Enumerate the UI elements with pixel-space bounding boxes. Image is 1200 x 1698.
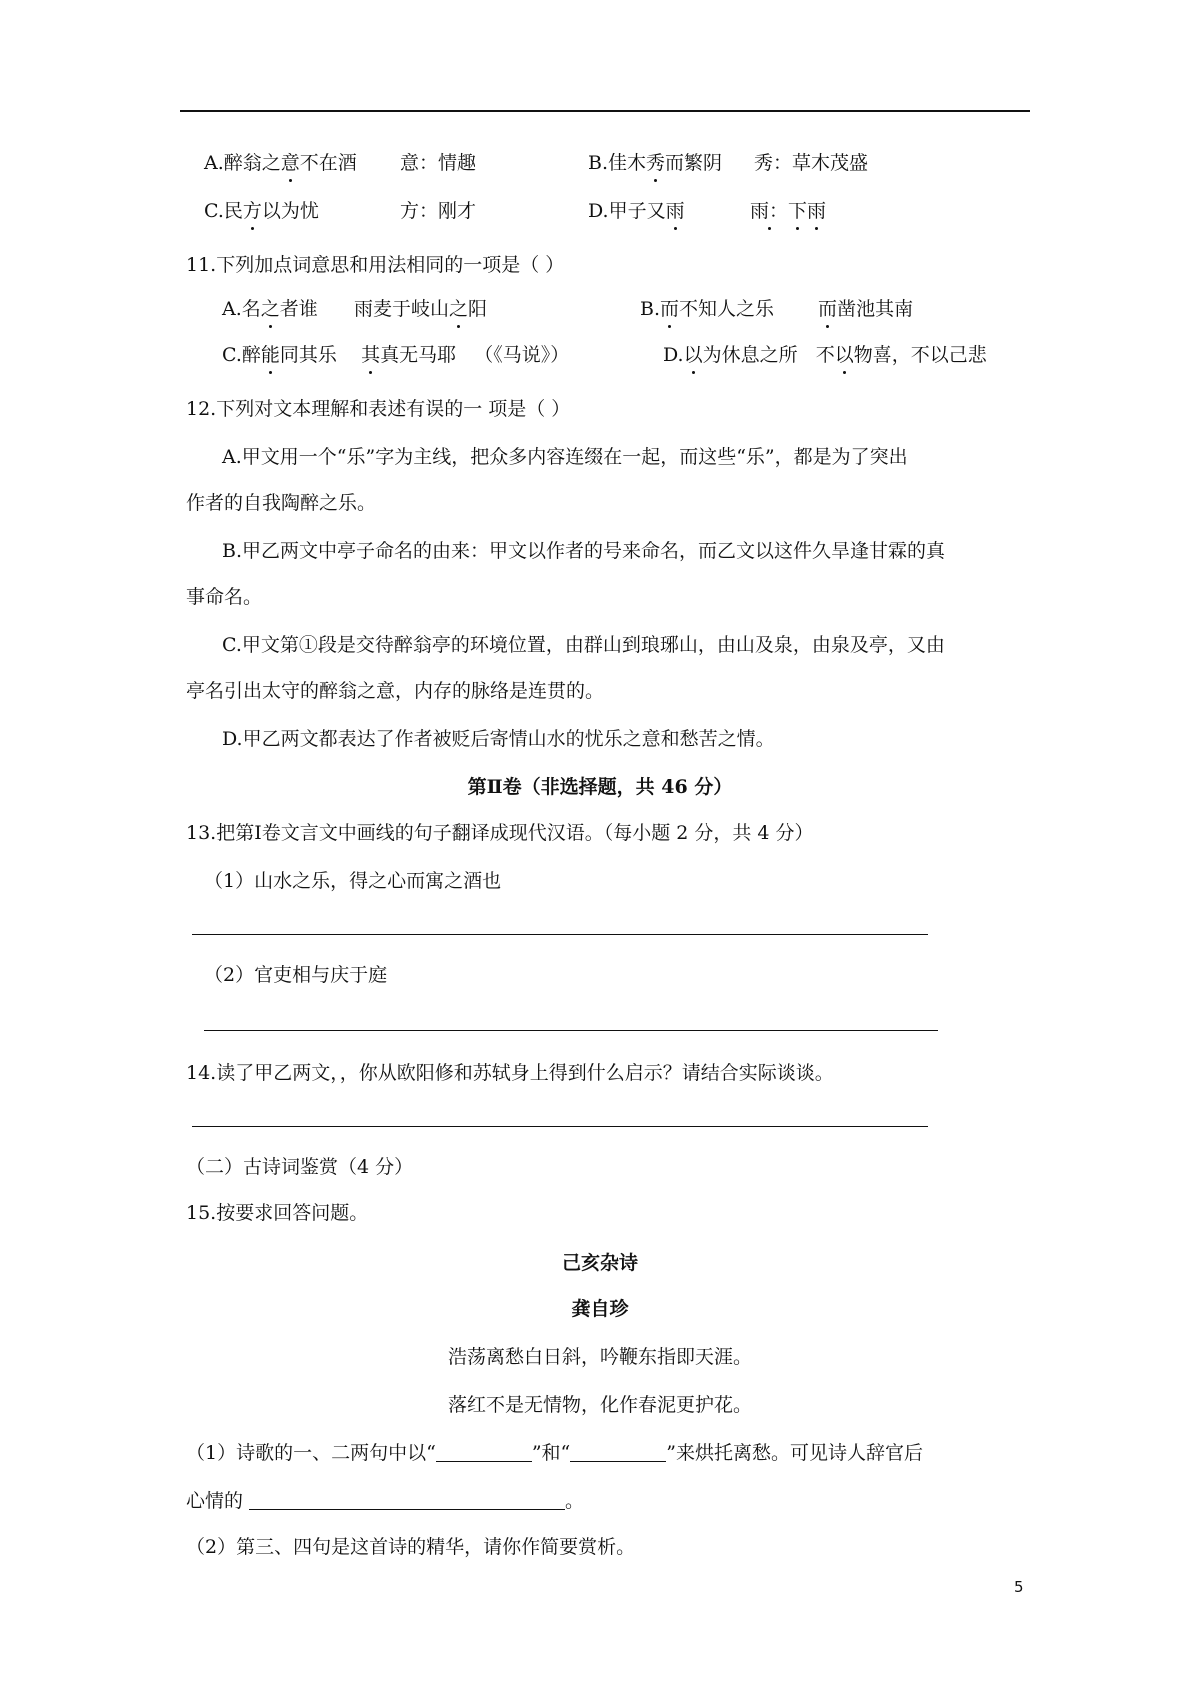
q15-sub2: （2）第三、四句是这首诗的精华，请你作简要赏析。 <box>186 1536 636 1558</box>
header-rule <box>180 110 1030 112</box>
q11-option-a: A.名之者谁 雨麦于岐山之阳 <box>222 298 488 320</box>
q15-blank-2[interactable] <box>570 1441 666 1462</box>
q10-option-a-answer: 意：情趣 <box>400 152 477 174</box>
q15-stem: 15.按要求回答问题。 <box>186 1202 369 1224</box>
q12-option-a-line2: 作者的自我陶醉之乐。 <box>186 492 377 514</box>
q14-answer-line[interactable] <box>192 1126 928 1127</box>
q15-sub1-line1: （1）诗歌的一、二两句中以“ ”和“ ”来烘托离愁。可见诗人辞官后 <box>186 1442 923 1464</box>
q12-option-b-line1: B.甲乙两文中亭子命名的由来：甲文以作者的号来命名，而乙文以这件久旱逢甘霖的真 <box>222 540 946 562</box>
q13-answer-line-1[interactable] <box>192 934 928 935</box>
poem-line-1: 浩荡离愁白日斜，吟鞭东指即天涯。 <box>447 1346 752 1368</box>
q10-option-b-answer: 秀：草木茂盛 <box>754 152 869 174</box>
q11-option-b: B.而不知人之乐 而凿池其南 <box>640 298 914 320</box>
q12-option-d: D.甲乙两文都表达了作者被贬后寄情山水的忧乐之意和愁苦之情。 <box>222 728 775 750</box>
poem-author: 龚自珍 <box>571 1298 629 1320</box>
q12-option-c-line2: 亭名引出太守的醉翁之意，内存的脉络是连贯的。 <box>186 680 605 702</box>
q11-option-c: C.醉能同其乐 其真无马耶 （《马说》） <box>222 344 570 366</box>
q12-option-c-line1: C.甲文第①段是交待醉翁亭的环境位置，由群山到琅琊山，由山及泉，由泉及亭，又由 <box>222 634 945 656</box>
q15-blank-1[interactable] <box>436 1441 532 1462</box>
q13-sentence-1: （1）山水之乐，得之心而寓之酒也 <box>204 870 502 892</box>
q10-option-c-answer: 方：刚才 <box>400 200 477 222</box>
section-2-heading: （二）古诗词鉴赏（4 分） <box>186 1156 414 1178</box>
page-number: 5 <box>1014 1578 1024 1596</box>
q10-option-a: A.醉翁之意不在酒 <box>204 152 357 174</box>
q12-stem: 12.下列对文本理解和表述有误的一 项是（ ） <box>186 398 571 420</box>
q13-answer-line-2[interactable] <box>204 1030 938 1031</box>
poem-title: 己亥杂诗 <box>561 1252 638 1274</box>
q13-sentence-2: （2）官吏相与庆于庭 <box>204 964 388 986</box>
part2-heading: 第Ⅱ卷（非选择题，共 46 分） <box>467 776 733 798</box>
q15-blank-3[interactable] <box>249 1489 565 1510</box>
q13-stem: 13.把第Ⅰ卷文言文中画线的句子翻译成现代汉语。（每小题 2 分，共 4 分） <box>186 822 814 844</box>
q11-option-d: D.以为休息之所 不以物喜，不以己悲 <box>663 344 987 366</box>
q11-stem: 11.下列加点词意思和用法相同的一项是（ ） <box>186 254 565 276</box>
q10-option-c: C.民方以为忧 <box>204 200 319 222</box>
q14-stem: 14.读了甲乙两文，，你从欧阳修和苏轼身上得到什么启示？请结合实际谈谈。 <box>186 1062 834 1084</box>
q10-option-d: D.甲子又雨 <box>588 200 685 222</box>
q15-sub1-line2: 心情的 。 <box>186 1490 585 1512</box>
q12-option-a-line1: A.甲文用一个“乐”字为主线，把众多内容连缀在一起，而这些“乐”，都是为了突出 <box>222 446 908 468</box>
q12-option-b-line2: 事命名。 <box>186 586 263 608</box>
q10-option-b: B.佳木秀而繁阴 <box>588 152 723 174</box>
q10-option-d-answer: 雨：下雨 <box>750 200 827 222</box>
poem-line-2: 落红不是无情物，化作春泥更护花。 <box>447 1394 752 1416</box>
